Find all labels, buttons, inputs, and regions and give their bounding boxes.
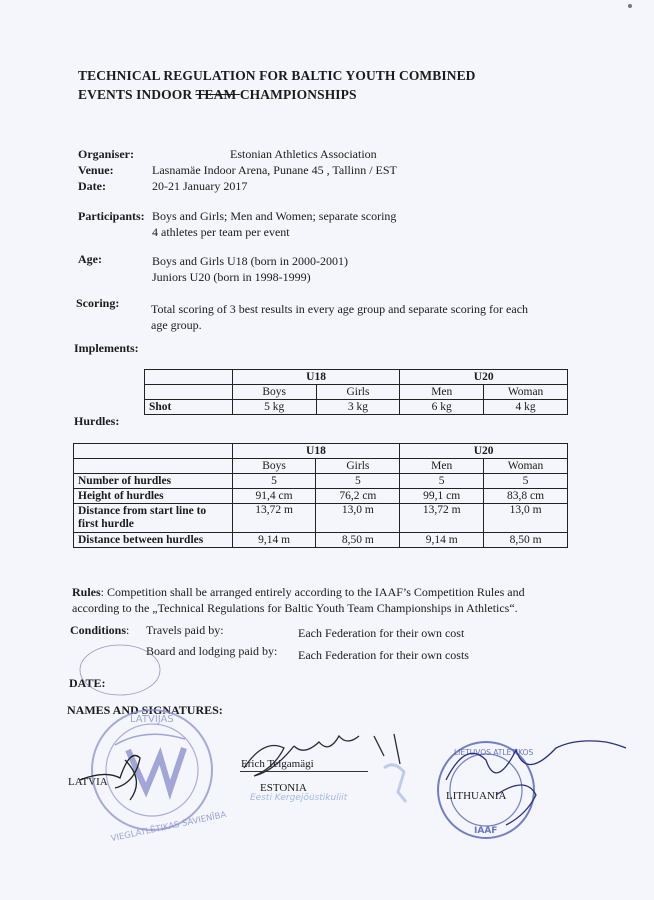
- latvia-label: LATVIA: [68, 776, 108, 788]
- venue-value: Lasnamäe Indoor Arena, Punane 45 , Tallinn / EST: [152, 163, 397, 177]
- participants-value-2: 4 athletes per team per event: [152, 225, 290, 239]
- table-cell: 5 kg: [232, 400, 316, 415]
- scoring-label: Scoring:: [76, 296, 120, 310]
- participants-label: Participants:: [78, 209, 145, 223]
- table-cell: 9,14 m: [400, 533, 484, 548]
- table-cell: 99,1 cm: [400, 489, 484, 504]
- rules-line-1: [72, 584, 642, 600]
- table-cell: 13,0 m: [316, 504, 400, 533]
- hurdles-table: [73, 443, 568, 548]
- title-line-2: [78, 85, 548, 104]
- lithuania-stamp-text-bottom: IAAF: [474, 826, 498, 836]
- scoring-value-2: age group.: [151, 318, 202, 332]
- table-cell: 13,72 m: [232, 504, 316, 533]
- date-value: 20-21 January 2017: [152, 179, 248, 193]
- row-label: Shot: [145, 400, 233, 415]
- estonia-stamp-text: Eesti Kergejõustikuliit: [250, 793, 348, 803]
- hurdles-column-row: [74, 459, 568, 474]
- table-cell: 5: [484, 474, 568, 489]
- table-cell: 5: [316, 474, 400, 489]
- latvia-stamp-text-top: LATVIJAS: [130, 714, 174, 725]
- table-row: [74, 533, 568, 548]
- organiser-row: [78, 147, 598, 162]
- row-label: Number of hurdles: [74, 474, 233, 489]
- date-label: Date:: [78, 179, 106, 193]
- implements-table: [144, 369, 568, 415]
- latvia-stamp-text-bottom: VIEGLATLĒTIKAS SAVIENĪBA: [110, 809, 228, 845]
- table-cell: 4 kg: [484, 400, 568, 415]
- implements-column-row: [145, 385, 568, 400]
- venue-row: [78, 163, 598, 178]
- rules-text-1: : Competition shall be arranged entirely according to the IAAF’s Competition Rules and: [100, 585, 525, 599]
- hurdles-col-men: Men: [400, 459, 484, 474]
- table-cell: 13,72 m: [400, 504, 484, 533]
- travel-value: Each Federation for their own cost: [298, 626, 465, 640]
- date-row: [78, 179, 598, 194]
- implements-col-woman: Woman: [484, 385, 568, 400]
- table-row: [74, 504, 568, 533]
- title-line-2-end: CHAMPIONSHIPS: [239, 87, 357, 102]
- implements-group-row: [145, 370, 568, 385]
- table-cell: 13,0 m: [484, 504, 568, 533]
- conditions-block: Conditions: Travels paid by: Each Federation for their own cost Board and lodging paid by: Each Federation for their own costs: [70, 623, 469, 662]
- hurdles-group-row: [74, 444, 568, 459]
- organiser-label: Organiser:: [78, 147, 134, 161]
- row-label: Distance between hurdles: [74, 533, 233, 548]
- table-cell: 8,50 m: [316, 533, 400, 548]
- estonia-label: ESTONIA: [260, 782, 307, 794]
- age-row: [78, 252, 618, 284]
- participants-value-1: Boys and Girls; Men and Women; separate scoring: [152, 209, 397, 223]
- conditions-label: Conditions: [70, 623, 127, 637]
- document-title: [78, 66, 548, 104]
- lithuania-label: LITHUANIA: [446, 790, 507, 802]
- age-value-2: Juniors U20 (born in 1998-1999): [152, 270, 311, 284]
- travel-label: Travels paid by:: [146, 623, 224, 637]
- implements-col-men: Men: [400, 385, 484, 400]
- table-row: [74, 474, 568, 489]
- rules-label: Rules: [72, 585, 101, 599]
- latvia-signature-stamp: [70, 630, 230, 850]
- table-cell: 6 kg: [400, 400, 484, 415]
- table-cell: 3 kg: [316, 400, 400, 415]
- scoring-value-1: Total scoring of 3 best results in every age group and separate scoring for each: [151, 302, 529, 316]
- row-label: Height of hurdles: [74, 489, 233, 504]
- implements-heading: Implements:: [74, 341, 139, 355]
- estonia-signer-name: Erich Teigamägi: [241, 758, 314, 770]
- venue-label: Venue:: [78, 163, 114, 177]
- row-label: Distance from start line to first hurdle: [74, 504, 233, 533]
- rules-text-2: according to the „Technical Regulations for Baltic Youth Team Championships in Athletics“.: [72, 601, 518, 615]
- table-cell: 9,14 m: [232, 533, 316, 548]
- lithuania-stamp-text-top: LIETUVOS ATLETIKOS: [454, 748, 534, 757]
- hurdles-col-girls: Girls: [316, 459, 400, 474]
- implements-blank-cell: [145, 385, 233, 400]
- implements-corner-cell: [145, 370, 233, 385]
- implements-group-u18: U18: [232, 370, 400, 385]
- organiser-value: Estonian Athletics Association: [230, 147, 377, 161]
- table-cell: 83,8 cm: [484, 489, 568, 504]
- implements-col-girls: Girls: [316, 385, 400, 400]
- participants-row: [78, 209, 618, 239]
- title-struck-word: TEAM: [195, 87, 240, 102]
- table-cell: 5: [400, 474, 484, 489]
- table-row: [74, 489, 568, 504]
- rules-paragraph: [72, 584, 642, 616]
- implements-col-boys: Boys: [232, 385, 316, 400]
- hurdles-group-u18: U18: [232, 444, 400, 459]
- estonia-signature-line: [240, 771, 368, 772]
- table-cell: 76,2 cm: [316, 489, 400, 504]
- hurdles-blank-cell: [74, 459, 233, 474]
- board-value: Each Federation for their own costs: [298, 648, 469, 662]
- age-label: Age:: [78, 252, 102, 266]
- hurdles-heading: Hurdles:: [74, 414, 120, 428]
- table-row: [145, 400, 568, 415]
- hurdles-col-boys: Boys: [232, 459, 316, 474]
- table-cell: 8,50 m: [484, 533, 568, 548]
- implements-group-u20: U20: [400, 370, 568, 385]
- table-cell: 5: [232, 474, 316, 489]
- board-label: Board and lodging paid by:: [146, 644, 278, 658]
- hurdles-col-woman: Woman: [484, 459, 568, 474]
- table-cell: 91,4 cm: [232, 489, 316, 504]
- scan-speck: [628, 4, 632, 8]
- date-field-label: DATE:: [69, 676, 106, 690]
- scoring-row: [76, 296, 636, 332]
- title-line-2-start: EVENTS INDOOR: [78, 87, 196, 102]
- age-value-1: Boys and Girls U18 (born in 2000-2001): [152, 254, 348, 268]
- hurdles-corner-cell: [74, 444, 233, 459]
- hurdles-group-u20: U20: [400, 444, 568, 459]
- names-signatures-label: NAMES AND SIGNATURES:: [67, 703, 223, 717]
- title-line-1: TECHNICAL REGULATION FOR BALTIC YOUTH COMBINED: [78, 68, 476, 83]
